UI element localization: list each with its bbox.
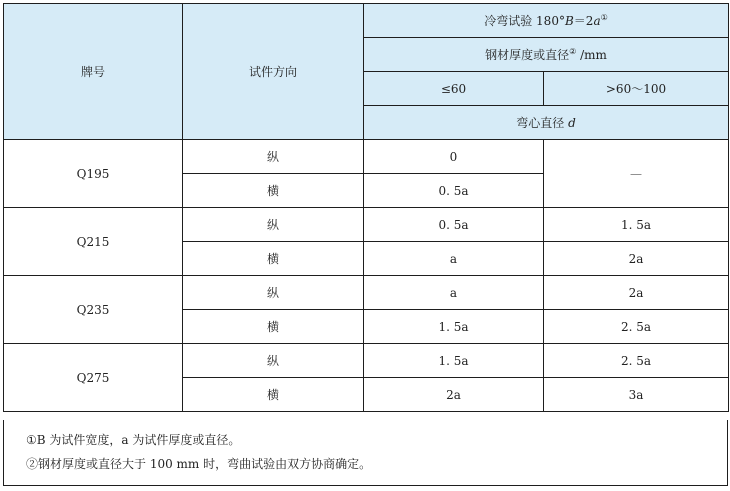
grade-cell: Q215 (4, 208, 183, 276)
value-cell: 2a (364, 378, 544, 412)
value-cell: 0. 5a (364, 174, 544, 208)
direction-cell: 横 (183, 174, 364, 208)
direction-cell: 纵 (183, 344, 364, 378)
direction-cell: 横 (183, 378, 364, 412)
footnote-1: ①B 为试件宽度，a 为试件厚度或直径。 (26, 433, 241, 447)
value-cell: 0. 5a (364, 208, 544, 242)
cold-bend-table (3, 3, 729, 412)
value-cell-na: — (544, 140, 729, 208)
value-cell: 1. 5a (544, 208, 729, 242)
header-grade: 牌号 (4, 4, 183, 140)
header-mandrel: 弯心直径 d (364, 106, 729, 140)
value-cell: 1. 5a (364, 310, 544, 344)
value-cell: 2a (544, 242, 729, 276)
direction-cell: 横 (183, 310, 364, 344)
header-direction: 试件方向 (183, 4, 364, 140)
grade-cell: Q195 (4, 140, 183, 208)
value-cell: 3a (544, 378, 729, 412)
direction-cell: 纵 (183, 276, 364, 310)
value-cell: 2. 5a (544, 344, 729, 378)
table-footnotes (3, 420, 728, 486)
value-cell: a (364, 276, 544, 310)
header-range-le60: ≤60 (364, 72, 544, 106)
direction-cell: 纵 (183, 208, 364, 242)
grade-cell: Q275 (4, 344, 183, 412)
header-thickness: 钢材厚度或直径② /mm (364, 38, 729, 72)
value-cell: 2a (544, 276, 729, 310)
footnote-2: ②钢材厚度或直径大于 100 mm 时，弯曲试验由双方协商确定。 (26, 457, 372, 471)
value-cell: 0 (364, 140, 544, 174)
value-cell: 2. 5a (544, 310, 729, 344)
direction-cell: 横 (183, 242, 364, 276)
value-cell: a (364, 242, 544, 276)
header-range-60-100: >60～100 (544, 72, 729, 106)
grade-cell: Q235 (4, 276, 183, 344)
header-bend-test: 冷弯试验 180°B＝2a① (364, 4, 729, 38)
value-cell: 1. 5a (364, 344, 544, 378)
direction-cell: 纵 (183, 140, 364, 174)
